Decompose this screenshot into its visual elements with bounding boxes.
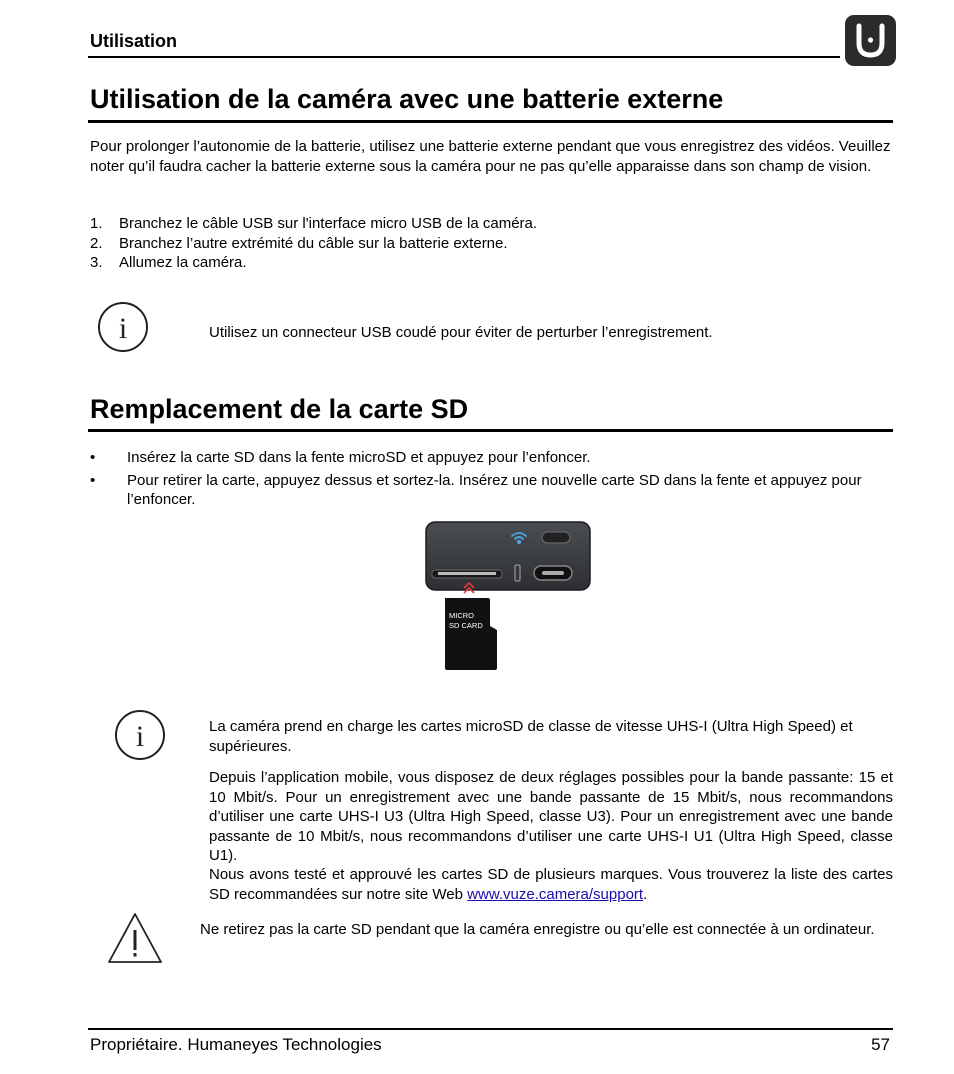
- micro-sd-card-icon: [445, 598, 497, 670]
- step-number: 2.: [90, 234, 103, 252]
- card-label-line2: SD CARD: [449, 621, 483, 630]
- steps-list: [90, 214, 537, 273]
- sd-bullets-list: [90, 448, 890, 513]
- bandwidth-note: Depuis l’application mobile, vous disposez de deux réglages possibles pour la bande passante: 15 et 10 Mbit/s. Pour un enregistrement avec une bande passante de 15 Mbit/s, nous recommandons d’utiliser une carte UHS-I U3 (Ultra High Speed, classe U3). Pour un enregistrement avec une bande passante de 10 Mbit/s, nous recommandons d’utiliser une carte UHS-I U1 (Ultra High Speed, classe U1).: [209, 769, 893, 864]
- step-text: Branchez le câble USB sur l'interface micro USB de la caméra.: [119, 215, 538, 232]
- info-icon: [112, 707, 168, 763]
- bullet-text: Pour retirer la carte, appuyez dessus et sortez-la. Insérez une nouvelle carte SD dans la fente et appuyez pour l’enfoncer.: [127, 471, 862, 508]
- step-number: 1.: [90, 215, 103, 232]
- footer-owner: Propriétaire. Humaneyes Technologies: [90, 1035, 382, 1054]
- page-number: 57: [871, 1035, 890, 1054]
- card-label-line1: MICRO: [449, 611, 474, 620]
- list-item: [90, 214, 537, 234]
- bullet-text: Insérez la carte SD dans la fente microSD et appuyez pour l’enfoncer.: [127, 449, 591, 466]
- section-rule: [88, 120, 893, 123]
- section-rule: [88, 429, 893, 432]
- section-title-external-battery: Utilisation de la caméra avec une batterie externe: [90, 84, 724, 114]
- svg-text:i: i: [135, 720, 145, 753]
- list-item: [90, 448, 890, 468]
- footer-rule: [88, 1028, 893, 1030]
- tested-cards-suffix: .: [643, 885, 648, 903]
- list-item: [90, 253, 537, 273]
- section-title-sd-card: Remplacement de la carte SD: [90, 394, 469, 424]
- support-link[interactable]: www.vuze.camera/support: [467, 885, 644, 903]
- tested-cards-note: [209, 865, 893, 904]
- list-item: [90, 234, 537, 254]
- header-section-title: Utilisation: [90, 31, 178, 51]
- sd-card-illustration: [424, 520, 594, 675]
- step-text: Branchez l’autre extrémité du câble sur la batterie externe.: [119, 234, 508, 252]
- header-rule: [88, 56, 840, 58]
- warning-icon: [106, 910, 162, 966]
- info-icon: [94, 299, 150, 355]
- tested-cards-text: Nous avons testé et approuvé les cartes SD de plusieurs marques. Vous trouverez la liste des cartes SD recommandées sur notre site Web: [209, 866, 893, 903]
- warning-text: Ne retirez pas la carte SD pendant que la caméra enregistre ou qu’elle est connectée à un ordinateur.: [200, 921, 875, 938]
- list-item: [90, 471, 890, 510]
- uhs-support-note: La caméra prend en charge les cartes microSD de classe de vitesse UHS-I (Ultra High Speed) et supérieures.: [209, 718, 853, 755]
- vuze-logo: [845, 15, 896, 66]
- step-number: 3.: [90, 254, 103, 271]
- bullet-icon: •: [90, 449, 96, 466]
- intro-paragraph: Pour prolonger l’autonomie de la batterie, utilisez une batterie externe pendant que vous enregistrez des vidéos. Veuillez noter qu’il faudra cacher la batterie externe sous la caméra pour ne pas qu’elle apparaisse dans son champ de vision.: [90, 138, 891, 175]
- step-text: Allumez la caméra.: [119, 254, 247, 271]
- bullet-icon: •: [90, 471, 96, 489]
- vuze-logo-icon: [845, 15, 896, 66]
- usb-note: Utilisez un connecteur USB coudé pour éviter de perturber l’enregistrement.: [209, 324, 713, 341]
- power-button-shape: [542, 532, 570, 543]
- svg-text:i: i: [118, 312, 128, 345]
